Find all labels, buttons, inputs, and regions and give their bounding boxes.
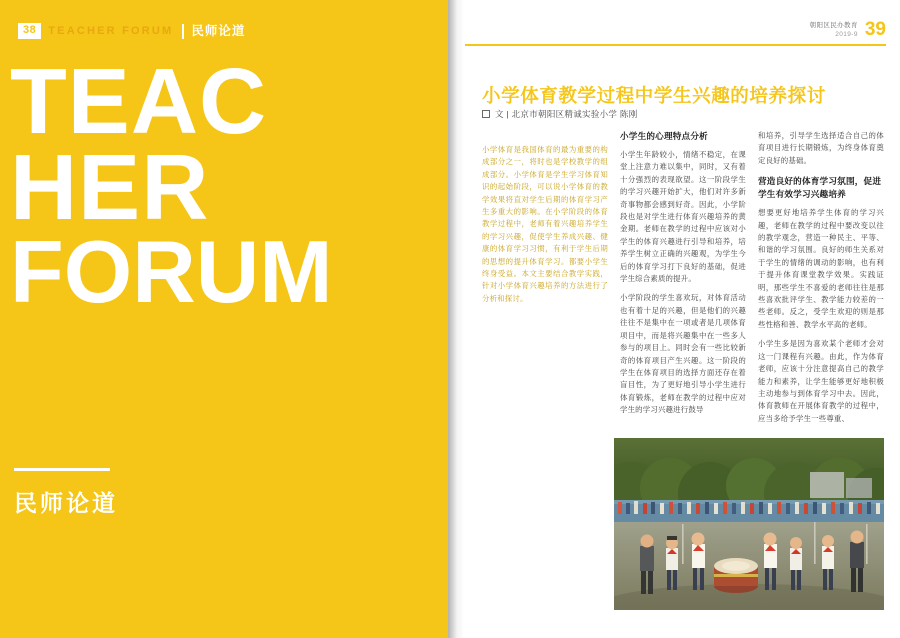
paragraph: 想要更好地培养学生体育的学习兴趣，老师在教学的过程中要改变以往的教学观念，营造一种民主、平等、和谐的学习氛围。良好的师生关系对于学生的情绪的调动的影响，也有利于提升体育课堂教学效果。实践证明，那些学生不喜爱的老师往往是那些喜欢批评学生、教学能力较差的一些老师。反之，受学生欢迎的则是那些性格和善、教学水平高的老师。 xyxy=(758,208,884,329)
publication-name: 朝阳区民办教育 xyxy=(809,22,858,29)
display-line-2: HER xyxy=(10,135,210,240)
left-page-folio xyxy=(18,22,245,40)
right-page xyxy=(448,0,900,638)
article-body-columns xyxy=(482,130,884,432)
folio-number: 38 xyxy=(18,23,41,39)
folio-section-en: TEACHER FORUM xyxy=(48,25,174,37)
folio-divider xyxy=(182,24,184,39)
article-byline xyxy=(482,108,638,120)
section-display-type xyxy=(10,49,440,321)
article-column-2 xyxy=(620,130,746,432)
paragraph: 小学生年龄较小，情绪不稳定，在课堂上注意力难以集中，同时，又有着十分强烈的表现欲望。这一阶段学生的学习兴趣开始扩大，他们对许多新奇事物都会感到好奇。因此，小学阶段也是对学生进行体育兴趣培养的黄金期。老师在教学的过程中应该对小学生的体育兴趣进行引导和培养，培养学生树立正确的兴趣观，为学生今后的体育学习打下良好的基础，促进学生综合素质的提升。 xyxy=(620,150,746,284)
display-line-1: TEAC xyxy=(10,49,268,153)
page-number: 39 xyxy=(864,19,886,40)
lead-paragraph: 小学体育是我国体育的最为重要的构成部分之一，将时也是学校教学的组成部分。小学体育是学生学习体育知识的起始阶段，可以说小学体育的教学效果将直对学生后期的体育学习产生多重大的影响。在小学阶段的体育教学过程中，老师有着兴趣培养学生的学习兴趣，促使学生养成兴趣、健康的体育学习习惯，有利于学生后期的思想的提升体育学习。都要小学生终身受益。本文主要结合教学实践，针对小学体育兴趣培养的方法进行了分析和探讨。 xyxy=(482,145,608,303)
article-column-1 xyxy=(482,130,608,432)
article-title: 小学体育教学过程中学生兴趣的培养探讨 xyxy=(482,85,826,107)
byline-text: 文 | 北京市朝阳区精诚实验小学 陈刚 xyxy=(495,109,638,119)
header-rule xyxy=(465,44,886,46)
folio-publication-lines xyxy=(810,20,858,39)
publication-issue: 2019-9 xyxy=(835,31,858,38)
paragraph: 小学生多是因为喜欢某个老师才会对这一门课程有兴趣。由此，作为体育老师，应该十分注意提高自己的教学能力和素养，让学生能够更好地积极主动地参与到体育学习中去。因此，体育教师在开展体育教学的过程中，应当多给予学生一些尊重、 xyxy=(758,339,884,423)
right-page-folio xyxy=(810,20,886,39)
subtitle-rule xyxy=(14,468,110,471)
paragraph: 小学阶段的学生喜欢玩，对体育活动也有着十足的兴趣，但是他们的兴趣往往不是集中在一项或者是几项体育项目中，而是将兴趣集中在一些多人参与的项目上。同时会有一些比较新奇的体育项目产生兴趣。这一阶段的学生在体育项目的选择方面还存在着盲目性，为了更好地引导小学生进行体育锻炼，老师在教学的过程中应对学生的学习兴趣进行鼓导 xyxy=(620,293,746,415)
article-column-3 xyxy=(758,130,884,432)
left-page xyxy=(0,0,448,638)
byline-marker-icon xyxy=(482,110,490,118)
display-line-3: FORUM xyxy=(10,221,333,321)
subhead-learning-atmosphere: 营造良好的体育学习氛围，促进学生有效学习兴趣培养 xyxy=(758,176,882,200)
section-subtitle-block xyxy=(14,468,264,518)
folio-section-cn: 民师论道 xyxy=(191,24,246,38)
paragraph: 和培养，引导学生选择适合自己的体育项目进行长期锻炼，为终身体育奠定良好的基础。 xyxy=(758,131,884,165)
photo-illustration xyxy=(614,438,884,610)
school-sports-ceremony-photo xyxy=(614,438,884,610)
subhead-psychological-traits: 小学生的心理特点分析 xyxy=(620,131,708,141)
section-subtitle: 民师论道 xyxy=(14,490,118,516)
